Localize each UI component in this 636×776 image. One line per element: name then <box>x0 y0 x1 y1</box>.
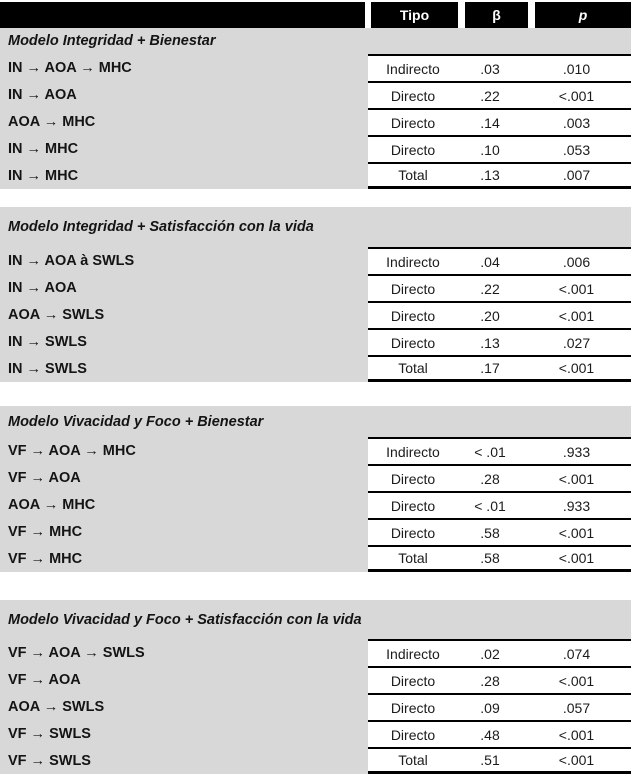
path-label: IN → SWLS <box>8 333 87 350</box>
tipo-cell: Indirecto <box>386 60 440 77</box>
p-cell: <.001 <box>558 307 595 324</box>
tipo-cell: Directo <box>390 524 436 541</box>
table-row <box>0 135 631 162</box>
table-row <box>0 639 631 666</box>
row-data-cells <box>368 491 631 518</box>
tipo-cell: Directo <box>390 280 436 297</box>
table-row <box>0 81 631 108</box>
table-row <box>0 518 631 545</box>
row-data-cells <box>368 54 631 81</box>
table-row <box>0 54 631 81</box>
tipo-cell: Directo <box>390 307 436 324</box>
tipo-cell: Directo <box>390 497 436 514</box>
path-label: IN → AOA <box>8 86 77 103</box>
p-cell: <.001 <box>558 752 595 768</box>
path-label: VF → AOA → MHC <box>8 442 136 459</box>
path-label: IN → AOA <box>8 279 77 296</box>
path-label: AOA → SWLS <box>8 306 105 323</box>
beta-cell: .48 <box>480 726 500 743</box>
p-cell: .003 <box>562 114 591 131</box>
model-section <box>0 207 631 382</box>
row-data-cells <box>368 639 631 666</box>
p-cell: .007 <box>562 167 591 183</box>
mediation-results-table <box>0 2 636 776</box>
model-section <box>0 28 631 189</box>
beta-cell: .58 <box>480 524 500 541</box>
sections-container <box>0 28 636 774</box>
section-title: Modelo Integridad + Satisfacción con la vida <box>8 219 314 235</box>
section-title: Modelo Vivacidad y Foco + Satisfacción con la vida <box>8 611 362 628</box>
tipo-cell: Directo <box>390 114 436 131</box>
tipo-cell: Total <box>398 550 428 566</box>
section-rows <box>0 437 631 572</box>
tipo-cell: Directo <box>390 87 436 104</box>
beta-cell: .58 <box>480 550 500 566</box>
row-data-cells <box>368 162 631 189</box>
beta-cell: .22 <box>480 280 500 297</box>
tipo-cell: Total <box>398 167 428 183</box>
table-row <box>0 274 631 301</box>
tipo-cell: Indirecto <box>386 645 440 662</box>
beta-cell: .20 <box>480 307 500 324</box>
p-cell: .027 <box>562 334 591 351</box>
column-header-beta: β <box>465 2 528 28</box>
beta-cell: .13 <box>480 167 500 183</box>
beta-cell: .28 <box>480 470 500 487</box>
p-cell: .933 <box>562 497 591 514</box>
row-data-cells <box>368 747 631 774</box>
model-section <box>0 406 631 572</box>
beta-cell: < .01 <box>474 497 506 514</box>
beta-cell: .10 <box>480 141 500 158</box>
p-cell: <.001 <box>558 550 595 566</box>
beta-cell: .17 <box>480 360 500 376</box>
path-label: AOA → MHC <box>8 496 96 513</box>
p-cell: <.001 <box>558 87 595 104</box>
row-data-cells <box>368 464 631 491</box>
table-row <box>0 491 631 518</box>
beta-cell: < .01 <box>474 443 506 460</box>
p-cell: <.001 <box>558 360 595 376</box>
beta-cell: .02 <box>480 645 500 662</box>
beta-cell: .14 <box>480 114 500 131</box>
table-row <box>0 437 631 464</box>
row-data-cells <box>368 545 631 572</box>
tipo-cell: Directo <box>390 726 436 743</box>
section-rows <box>0 54 631 189</box>
beta-cell: .51 <box>480 752 500 768</box>
p-cell: .057 <box>562 699 591 716</box>
section-title: Modelo Integridad + Bienestar <box>8 33 216 49</box>
header-spacer <box>0 2 365 28</box>
p-cell: <.001 <box>558 470 595 487</box>
table-row <box>0 464 631 491</box>
path-label: IN → MHC <box>8 140 79 157</box>
section-title: Modelo Vivacidad y Foco + Bienestar <box>8 413 264 430</box>
path-label: AOA → SWLS <box>8 698 105 715</box>
row-data-cells <box>368 135 631 162</box>
row-data-cells <box>368 108 631 135</box>
column-header-tipo: Tipo <box>371 2 458 28</box>
section-rows <box>0 639 631 774</box>
p-cell: .074 <box>562 645 591 662</box>
path-label: VF → AOA <box>8 671 81 688</box>
table-row <box>0 328 631 355</box>
table-row <box>0 355 631 382</box>
table-row <box>0 666 631 693</box>
path-label: VF → AOA → SWLS <box>8 644 145 661</box>
p-cell: .053 <box>562 141 591 158</box>
tipo-cell: Total <box>398 360 428 376</box>
row-data-cells <box>368 720 631 747</box>
p-cell: <.001 <box>558 672 595 689</box>
row-data-cells <box>368 301 631 328</box>
table-row <box>0 693 631 720</box>
p-cell: <.001 <box>558 726 595 743</box>
table-row <box>0 162 631 189</box>
row-data-cells <box>368 247 631 274</box>
path-label: AOA → MHC <box>8 113 96 130</box>
tipo-cell: Total <box>398 752 428 768</box>
table-row <box>0 301 631 328</box>
row-data-cells <box>368 518 631 545</box>
model-section <box>0 600 631 774</box>
p-cell: .006 <box>562 253 591 270</box>
path-label: IN → AOA → MHC <box>8 59 132 76</box>
beta-cell: .09 <box>480 699 500 716</box>
row-data-cells <box>368 437 631 464</box>
column-header-p: p <box>535 2 631 28</box>
table-row <box>0 545 631 572</box>
path-label: IN → MHC <box>8 167 79 184</box>
path-label: VF → MHC <box>8 550 83 567</box>
path-label: VF → MHC <box>8 523 83 540</box>
p-cell: <.001 <box>558 524 595 541</box>
table-header-row <box>0 2 631 28</box>
path-label: VF → SWLS <box>8 752 91 769</box>
path-label: IN → SWLS <box>8 360 87 377</box>
tipo-cell: Indirecto <box>386 443 440 460</box>
tipo-cell: Indirecto <box>386 253 440 270</box>
beta-cell: .22 <box>480 87 500 104</box>
table-row <box>0 247 631 274</box>
p-cell: <.001 <box>558 280 595 297</box>
row-data-cells <box>368 274 631 301</box>
path-label: VF → SWLS <box>8 725 91 742</box>
table-row <box>0 108 631 135</box>
path-label: VF → AOA <box>8 469 81 486</box>
row-data-cells <box>368 693 631 720</box>
table-row <box>0 720 631 747</box>
tipo-cell: Directo <box>390 699 436 716</box>
beta-cell: .03 <box>480 60 500 77</box>
beta-cell: .13 <box>480 334 500 351</box>
p-cell: .010 <box>562 60 591 77</box>
path-label: IN → AOA à SWLS <box>8 252 135 269</box>
section-rows <box>0 247 631 382</box>
tipo-cell: Directo <box>390 470 436 487</box>
row-data-cells <box>368 81 631 108</box>
tipo-cell: Directo <box>390 672 436 689</box>
tipo-cell: Directo <box>390 141 436 158</box>
tipo-cell: Directo <box>390 334 436 351</box>
beta-cell: .04 <box>480 253 500 270</box>
row-data-cells <box>368 666 631 693</box>
row-data-cells <box>368 355 631 382</box>
row-data-cells <box>368 328 631 355</box>
p-cell: .933 <box>562 443 591 460</box>
beta-cell: .28 <box>480 672 500 689</box>
table-row <box>0 747 631 774</box>
